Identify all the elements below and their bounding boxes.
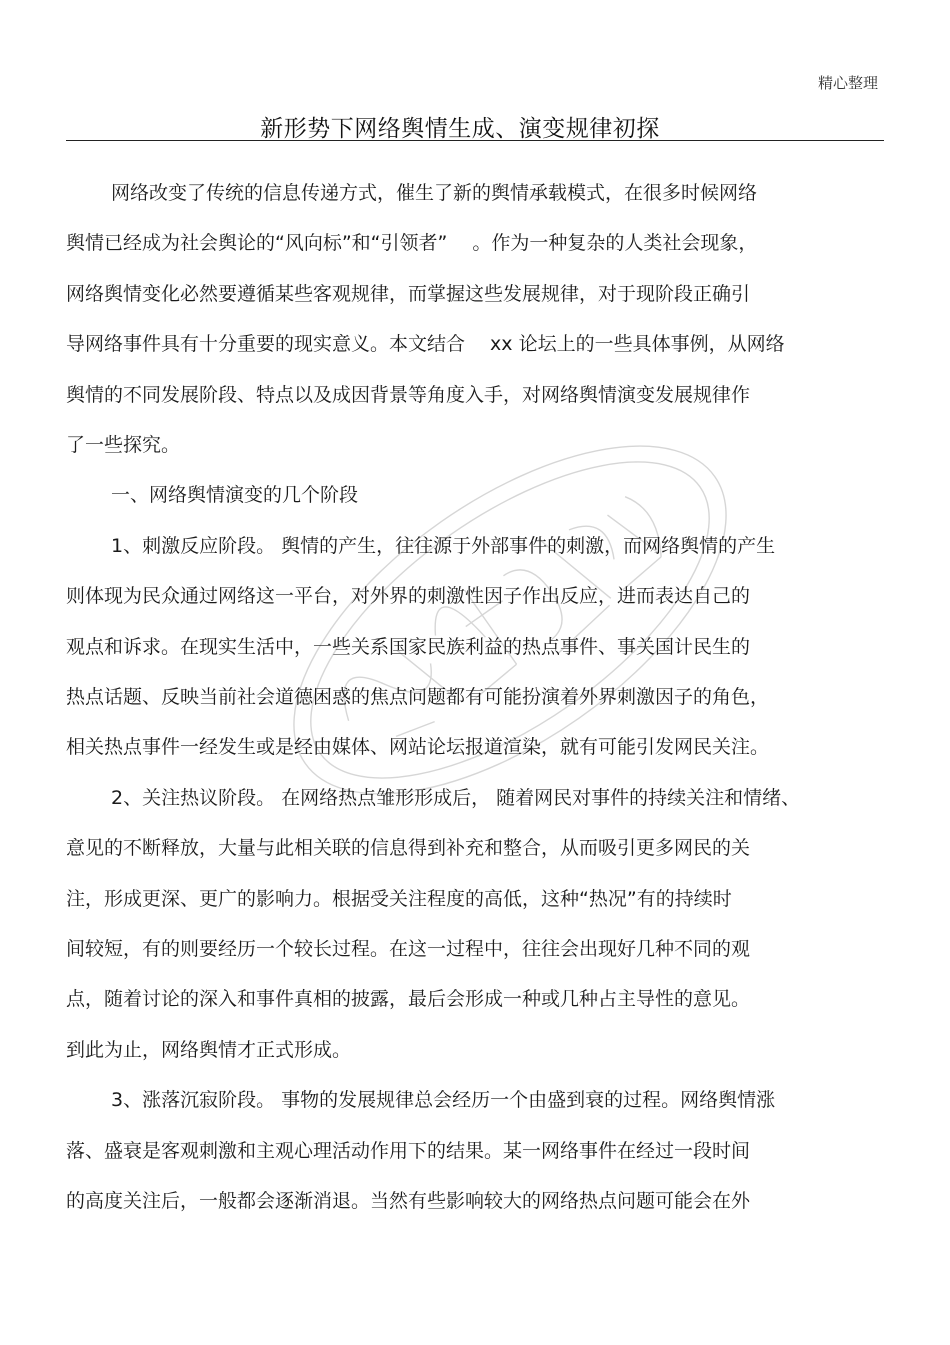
body-line: 间较短，有的则要经历一个较长过程。在这一过程中，往往会出现好几种不同的观 xyxy=(66,938,751,960)
body-line: 了一些探究。 xyxy=(66,434,181,456)
body-line: 2、关注热议阶段。 在网络热点雏形形成后， 随着网民对事件的持续关注和情绪、 xyxy=(111,786,801,809)
body-line: 1、刺激反应阶段。 舆情的产生，往往源于外部事件的刺激，而网络舆情的产生 xyxy=(111,534,776,557)
title-divider xyxy=(66,140,884,141)
watermark-stamp xyxy=(230,390,790,850)
body-line: 3、涨落沉寂阶段。 事物的发展规律总会经历一个由盛到衰的过程。网络舆情涨 xyxy=(111,1089,776,1112)
header-note: 精心整理 xyxy=(817,74,878,92)
body-line: 到此为止，网络舆情才正式形成。 xyxy=(66,1038,352,1061)
body-line: 一、网络舆情演变的几个阶段 xyxy=(111,484,359,507)
body-line: 则体现为民众通过网络这一平台，对外界的刺激性因子作出反应，进而表达自己的 xyxy=(66,585,751,608)
body-line: 落、盛衰是客观刺激和主观心理活动作用下的结果。某一网络事件在经过一段时间 xyxy=(66,1139,751,1162)
body-line: 导网络事件具有十分重要的现实意义。本文结合 xx 论坛上的一些具体事例，从网络 xyxy=(66,333,785,356)
body-line: 意见的不断释放，大量与此相关联的信息得到补充和整合，从而吸引更多网民的关 xyxy=(66,837,751,860)
body-line: 网络舆情变化必然要遵循某些客观规律，而掌握这些发展规律，对于现阶段正确引 xyxy=(66,282,751,305)
body-line: 的高度关注后，一般都会逐渐消退。当然有些影响较大的网络热点问题可能会在外 xyxy=(66,1190,751,1212)
body-line: 注，形成更深、更广的影响力。根据受关注程度的高低，这种“热况”有的持续时 xyxy=(66,887,732,910)
body-line: 舆情的不同发展阶段、特点以及成因背景等角度入手，对网络舆情演变发展规律作 xyxy=(66,383,751,406)
body-line: 观点和诉求。在现实生活中，一些关系国家民族利益的热点事件、事关国计民生的 xyxy=(66,635,751,658)
body-line: 相关热点事件一经发生或是经由媒体、网站论坛报道渲染，就有可能引发网民关注。 xyxy=(66,736,770,759)
body-line: 网络改变了传统的信息传递方式，催生了新的舆情承载模式，在很多时候网络 xyxy=(111,182,758,204)
page-title: 新形势下网络舆情生成、演变规律初探 xyxy=(260,116,660,142)
body-line: 热点话题、反映当前社会道德困惑的焦点问题都有可能扮演着外界刺激因子的角色， xyxy=(66,686,770,708)
body-line: 点，随着讨论的深入和事件真相的披露，最后会形成一种或几种占主导性的意见。 xyxy=(66,988,751,1011)
body-line: 舆情已经成为社会舆论的“风向标”和“引领者” 。作为一种复杂的人类社会现象， xyxy=(66,232,758,255)
